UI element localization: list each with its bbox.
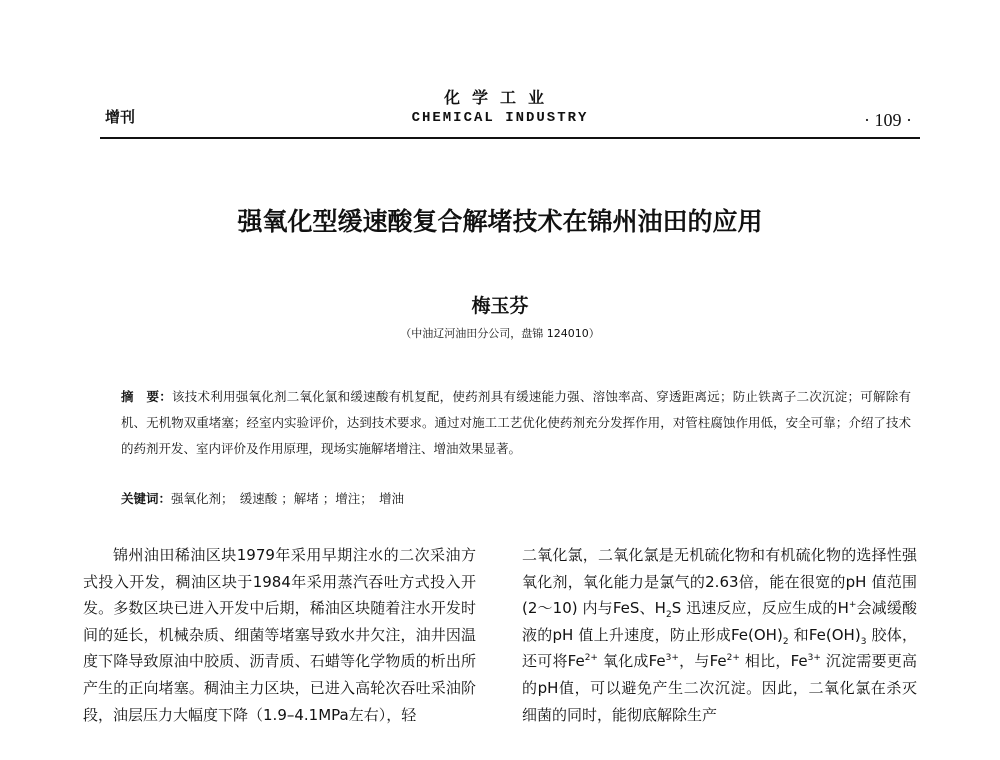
- keywords-text: 强氧化剂； 缓速酸 ；解堵 ；增注； 增油: [171, 491, 404, 506]
- journal-title-english: CHEMICAL INDUSTRY: [411, 110, 589, 126]
- abstract-text: 该技术利用强氧化剂二氧化氯和缓速酸有机复配，使药剂具有缓速能力强、溶蚀率高、穿透距离远；防止铁离子二次沉淀；可解除有机、无机物双重堵塞；经室内实验评价，达到技术要求。通过对施工工艺优化使药剂充分发挥作用，对管柱腐蚀作用低，安全可靠；介绍了技术的药剂开发、室内评价及作用原理，现场实施解堵增注、增油效果显著。: [121, 389, 911, 456]
- keywords-label: 关键词：: [121, 491, 172, 506]
- abstract: [121, 384, 911, 462]
- keywords: [121, 488, 911, 510]
- page-number: · 109 ·: [864, 110, 912, 130]
- article-title: 强氧化型缓速酸复合解堵技术在锦州油田的应用: [237, 207, 763, 236]
- author-name: 梅玉芬: [471, 295, 529, 317]
- journal-title-chinese: 化学工业: [443, 88, 556, 107]
- body-column-right: [522, 542, 917, 728]
- header-rule: [100, 137, 920, 139]
- author-affiliation: （中油辽河油田分公司，盘锦 124010）: [400, 327, 600, 340]
- body-column-left: [83, 542, 476, 728]
- body-paragraph: 二氧化氯，二氧化氯是无机硫化物和有机硫化物的选择性强氧化剂，氧化能力是氯气的2.63倍，能在很宽的pH 值范围(2～10) 内与FeS、$H_2S$ 迅速反应，反应生成的H+会减缓酸液的pH 值上升速度，防止形成$Fe(OH)_2$ 和$Fe(OH)_3$ 胶体，还可将$Fe^{2+}$ 氧化成$Fe^{3+}$，与$Fe^{2+}$ 相比，$Fe^{3+}$ 沉淀需要更高的pH值，可以避免产生二次沉淀。因此，二氧化氯在杀灭细菌的同时，能彻底解除生产: [522, 546, 917, 724]
- issue-label: 增刊: [105, 108, 136, 126]
- abstract-label: 摘 要：: [121, 389, 172, 404]
- body-paragraph: 锦州油田稀油区块1979年采用早期注水的二次采油方式投入开发，稠油区块于1984年采用蒸汽吞吐方式投入开发。多数区块已进入开发中后期，稀油区块随着注水开发时间的延长，机械杂质、细菌等堵塞导致水井欠注，油井因温度下降导致原油中胶质、沥青质、石蜡等化学物质的析出所产生的正向堵塞。稠油主力区块，已进入高轮次吞吐采油阶段，油层压力大幅度下降（1.9–4.1MPa左右），轻: [83, 546, 476, 724]
